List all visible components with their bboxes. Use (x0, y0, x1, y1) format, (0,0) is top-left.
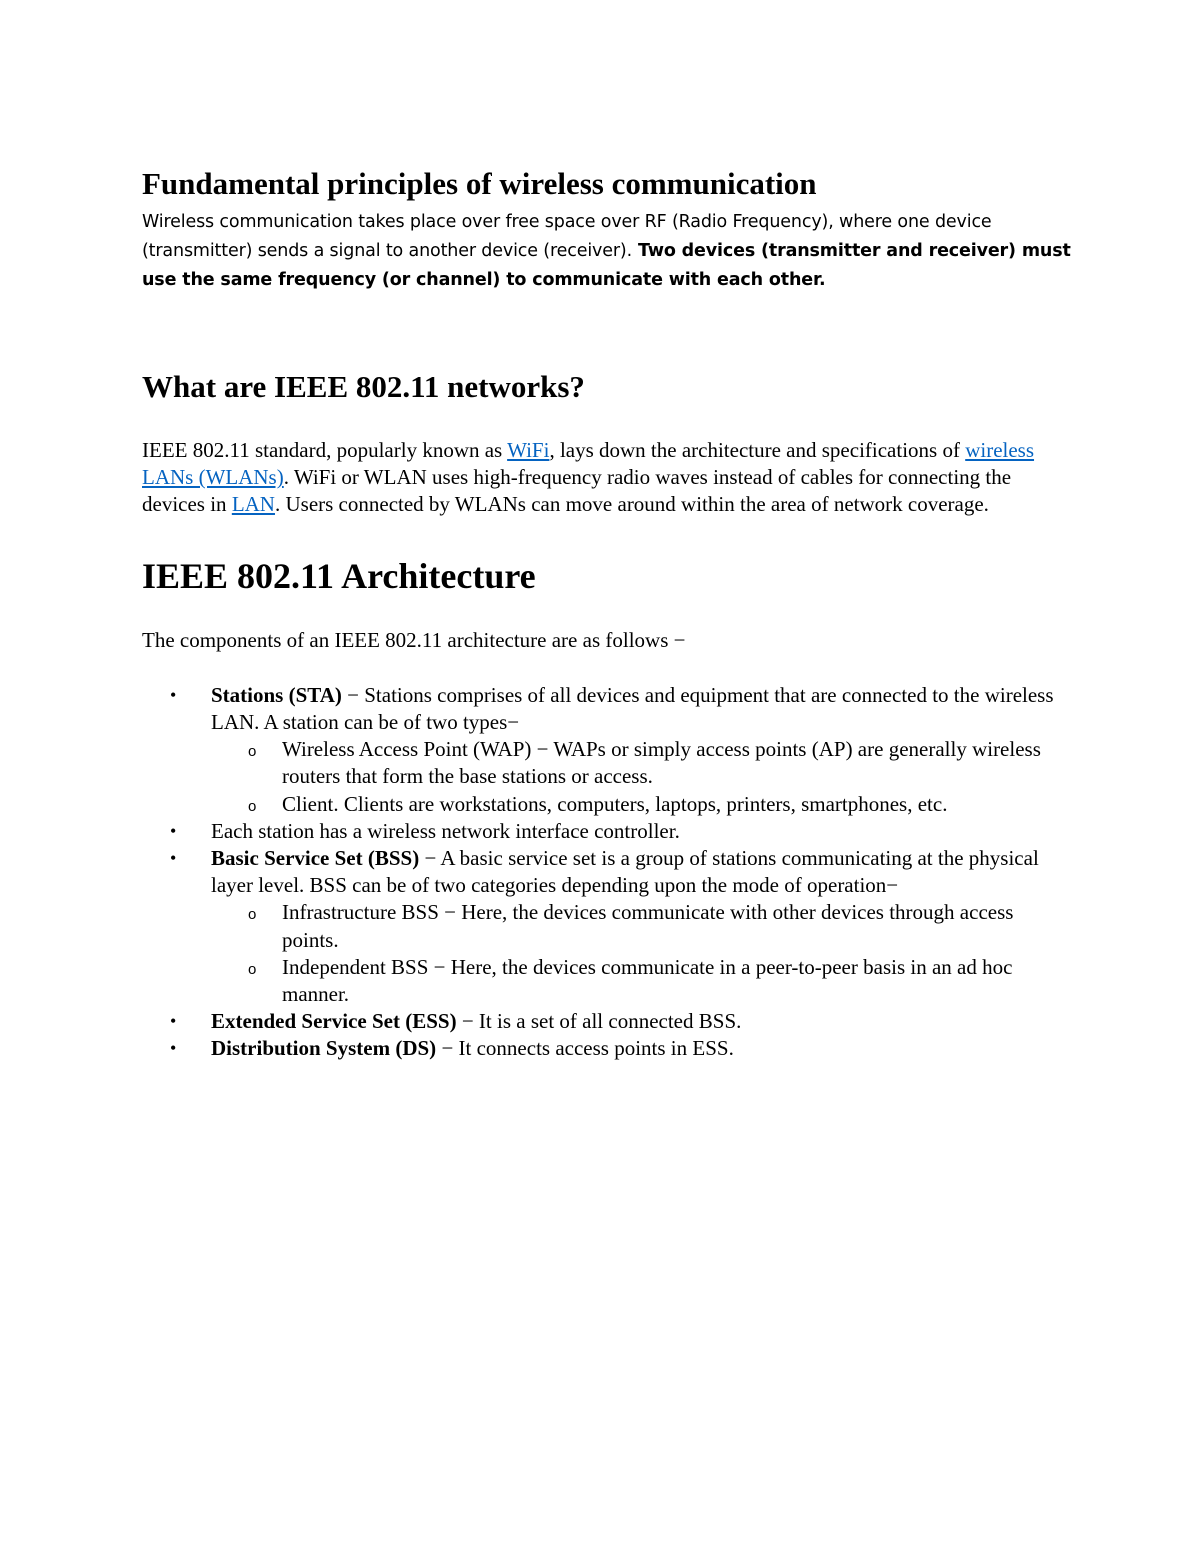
sub-bullet-icon: o (248, 743, 257, 761)
document-page (142, 166, 1072, 1063)
bullet-icon: • (170, 848, 177, 869)
item-text: − Stations comprises of all devices and equipment that are connected to the wireless LAN. A station can be of two types− (211, 682, 1054, 735)
sub-bullet-icon: o (248, 797, 257, 815)
item-text: Each station has a wireless network interface controller. (211, 818, 680, 843)
intro-line-2-plain: (transmitter) sends a signal to another device (receiver). (142, 241, 633, 261)
sub-list-item (211, 954, 1072, 1008)
sub-list-item (211, 899, 1072, 953)
sub-list-item (211, 736, 1072, 790)
text-run: . WiFi or WLAN uses high-frequency radio waves instead of cables for connecting the devices in (142, 465, 1012, 517)
item-text: − It connects access points in ESS. (436, 1036, 734, 1061)
lan-link[interactable]: LAN (231, 492, 275, 517)
bullet-icon: • (170, 1011, 177, 1032)
intro-paragraph (142, 208, 1072, 295)
section-title-wireless-principles: Fundamental principles of wireless communication (142, 166, 817, 201)
item-text: − A basic service set is a group of stations communicating at the physical layer level. BSS can be of two categories depending upon the mode of operation− (211, 846, 1039, 898)
section-title-ieee-networks: What are IEEE 802.11 networks? (142, 369, 585, 404)
sub-item-text: Infrastructure BSS − Here, the devices communicate with other devices through access points. (282, 900, 1014, 952)
ieee-networks-paragraph (142, 437, 1072, 519)
text-run: IEEE 802.11 standard, popularly known as (142, 438, 508, 462)
bullet-icon: • (170, 1038, 177, 1059)
section-title-architecture: IEEE 802.11 Architecture (142, 555, 536, 596)
list-item-nic (142, 818, 1072, 845)
sub-list (211, 899, 1072, 1008)
sub-list (211, 736, 1072, 818)
list-item-bss (142, 845, 1072, 1008)
bullet-icon: • (170, 684, 177, 705)
sub-item-text: Wireless Access Point (WAP) − WAPs or simply access points (AP) are generally wireless routers that form the base stations or access. (282, 737, 1041, 789)
architecture-lead: The components of an IEEE 802.11 architecture are as follows − (142, 627, 686, 652)
intro-line-3-bold: use the same frequency (or channel) to communicate with each other. (142, 270, 826, 290)
item-term: Distribution System (DS) (211, 1036, 437, 1061)
item-text: − It is a set of all connected BSS. (456, 1009, 742, 1034)
wifi-link[interactable]: WiFi (507, 438, 550, 462)
intro-line-2-bold: Two devices (transmitter and receiver) must (632, 241, 1071, 261)
sub-item-text: Independent BSS − Here, the devices communicate in a peer-to-peer basis in an ad hoc manner. (282, 954, 1013, 1007)
wlan-link[interactable]: wireless LANs (WLANs) (142, 438, 1035, 490)
sub-list-item (211, 791, 1072, 818)
item-term: Stations (STA) (211, 682, 342, 707)
text-run: , lays down the architecture and specifications of (549, 438, 966, 462)
sub-bullet-icon: o (248, 906, 257, 924)
bullet-icon: • (170, 820, 177, 841)
components-list (142, 682, 1072, 1063)
list-item-ess (142, 1008, 1072, 1035)
text-run: . Users connected by WLANs can move around within the area of network coverage. (274, 492, 989, 517)
sub-item-text: Client. Clients are workstations, computers, laptops, printers, smartphones, etc. (282, 791, 948, 816)
item-term: Extended Service Set (ESS) (211, 1009, 457, 1034)
list-item-stations (142, 682, 1072, 818)
list-item-ds (142, 1035, 1072, 1062)
intro-line-1: Wireless communication takes place over free space over RF (Radio Frequency), where one device (142, 212, 992, 232)
item-term: Basic Service Set (BSS) (211, 846, 420, 871)
sub-bullet-icon: o (248, 960, 257, 978)
